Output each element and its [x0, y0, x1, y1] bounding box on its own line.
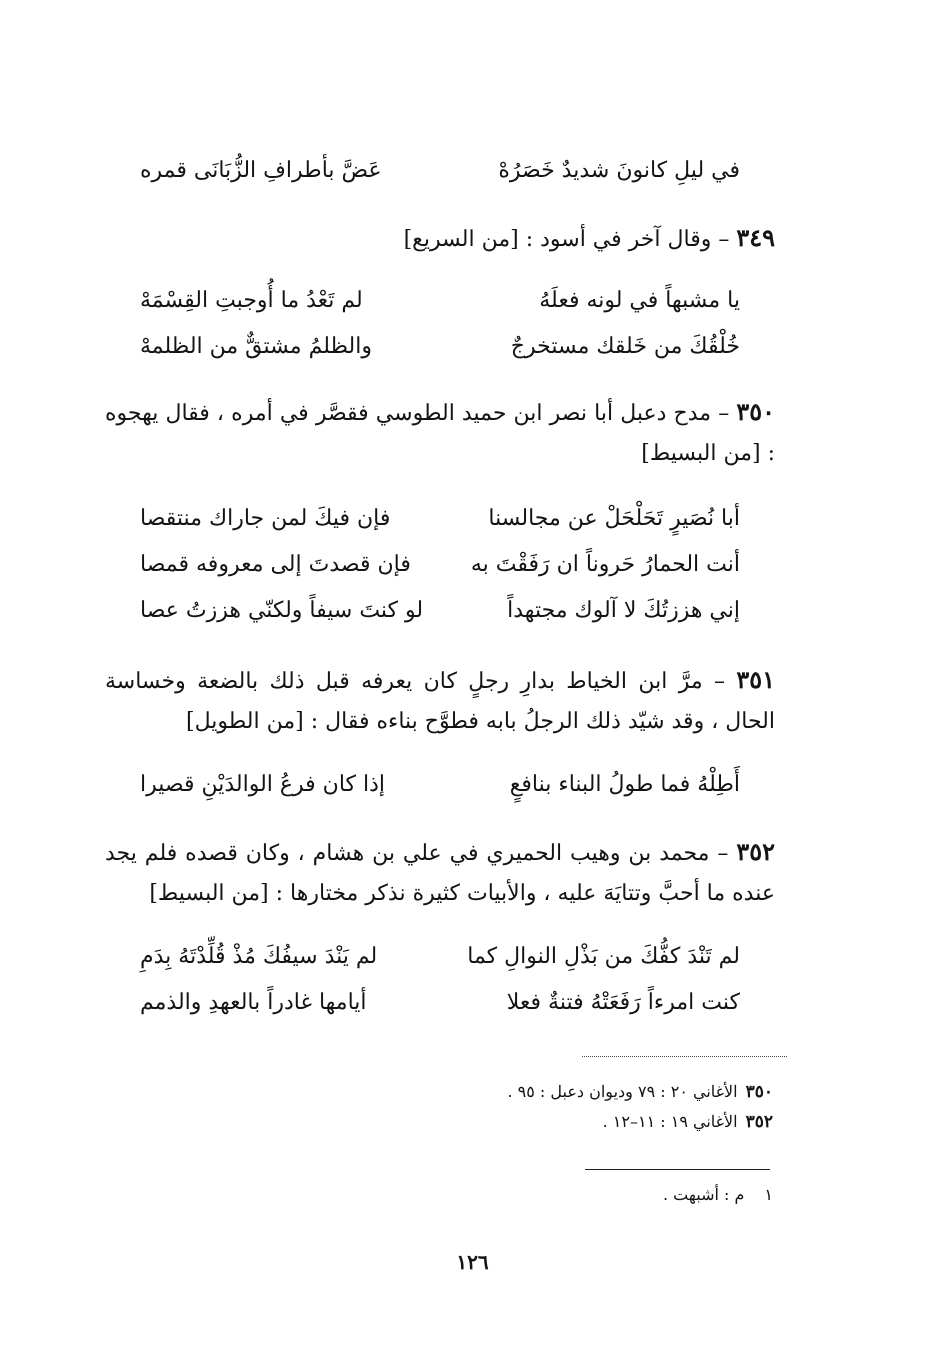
meter-label: [من الطويل]	[186, 709, 304, 734]
hemistich-left: لو كنتَ سيفاً ولكنّي هززتُ عصا	[140, 597, 424, 623]
source-ref-text: الأغاني ٢٠ : ٧٩ وديوان دعبل : ٩٥ .	[507, 1082, 738, 1101]
meter-label: [من السريع]	[403, 227, 519, 252]
footnote-divider-solid	[585, 1169, 770, 1170]
page-number: ١٢٦	[456, 1250, 489, 1274]
entry-body: – مدح دعبل أبا نصر ابن حميد الطوسي فقصَّر في أمره ، فقال يهجوه :	[105, 401, 775, 466]
footnote-text: م : أشبهت .	[663, 1185, 745, 1204]
hemistich-right: أَطِلْهُ فما طولُ البناء بنافعٍ	[509, 771, 740, 797]
meter-label: [من البسيط]	[149, 881, 269, 906]
entry-number: ٣٥١	[736, 665, 775, 694]
source-ref-350	[507, 1082, 773, 1102]
verse-349-1	[140, 280, 740, 320]
entry-body: – محمد بن وهيب الحميري في علي بن هشام ، وكان قصده فلم يجد عنده ما أحبَّ وتتايَهَ عليه ، والأبيات كثيرة نذكر مختارها :	[105, 841, 775, 906]
entry-352-text	[105, 832, 775, 914]
hemistich-left: إذا كان فرعُ الوالدَيْنِ قصيرا	[140, 771, 386, 797]
entry-349-heading	[105, 218, 775, 260]
footnote-1	[663, 1185, 773, 1204]
hemistich-right: إني هززتُكَ لا آلوك مجتهداً	[507, 597, 740, 623]
hemistich-left: أيامها غادراً بالعهدِ والذمم	[140, 989, 367, 1015]
hemistich-left: فإن فيكَ لمن جاراك منتقصا	[140, 505, 391, 531]
source-ref-text: الأغاني ١٩ : ١١–١٢ .	[602, 1112, 738, 1131]
entry-350-text	[105, 392, 775, 474]
hemistich-left: فإن قصدتَ إلى معروفه قمصا	[140, 551, 411, 577]
verse-350-2	[140, 544, 740, 584]
hemistich-right: كنت امرءاً رَفَعَتْهُ فتنةٌ فعلا	[506, 989, 740, 1015]
verse-350-3	[140, 590, 740, 630]
entry-number: ٣٥٢	[736, 837, 776, 866]
source-ref-number: ٣٥٢	[745, 1112, 773, 1132]
meter-label: [من البسيط]	[641, 441, 761, 466]
source-ref-352	[603, 1112, 773, 1132]
entry-351-text	[105, 660, 775, 742]
hemistich-left: لم يَنْدَ سيفُكَ مُذْ قُلِّدْتَهُ بِدَمِ	[140, 943, 378, 969]
source-ref-number: ٣٥٠	[745, 1082, 773, 1102]
entry-number: ٣٤٩	[736, 223, 775, 252]
hemistich-right: في ليلِ كانونَ شديدٌ خَصَرُهْ	[498, 157, 740, 183]
verse-352-2	[140, 982, 740, 1022]
entry-number: ٣٥٠	[736, 397, 775, 426]
verse-349-2	[140, 326, 740, 366]
verse-352-1	[140, 936, 740, 976]
hemistich-right: لم تَنْدَ كفُّكَ من بَذْلِ النوالِ كما	[467, 943, 740, 969]
entry-body: – مرَّ ابن الخياط بدارِ رجلٍ كان يعرفه قبل ذلك بالضعة وخساسة الحال ، وقد شيّد ذلك الرجلُ بابه فطوَّح بناءه فقال :	[105, 669, 775, 734]
verse-top	[140, 150, 740, 190]
hemistich-left: والظلمُ مشتقٌّ من الظلمهْ	[140, 333, 372, 359]
hemistich-right: خُلْقُكَ من خَلقك مستخرجٌ	[510, 333, 740, 359]
footnote-marker: ١	[764, 1185, 773, 1204]
hemistich-left: عَضَّ بأطرافِ الزُّبَانَى قمره	[140, 157, 382, 183]
verse-350-1	[140, 498, 740, 538]
hemistich-right: أبا نُصَيرٍ تَحَلْحَلْ عن مجالسنا	[488, 505, 740, 531]
entry-intro: – وقال آخر في أسود :	[525, 227, 730, 252]
footnote-divider-dotted	[582, 1056, 787, 1057]
hemistich-right: يا مشبهاً في لونه فعلَهُ	[539, 287, 740, 313]
verse-351-1	[140, 764, 740, 804]
hemistich-right: أنت الحمارُ حَروناً ان رَفَقْتَ به	[470, 551, 740, 577]
hemistich-left: لم تَعْدُ ما أُوجبتِ القِسْمَهْ	[140, 287, 363, 313]
